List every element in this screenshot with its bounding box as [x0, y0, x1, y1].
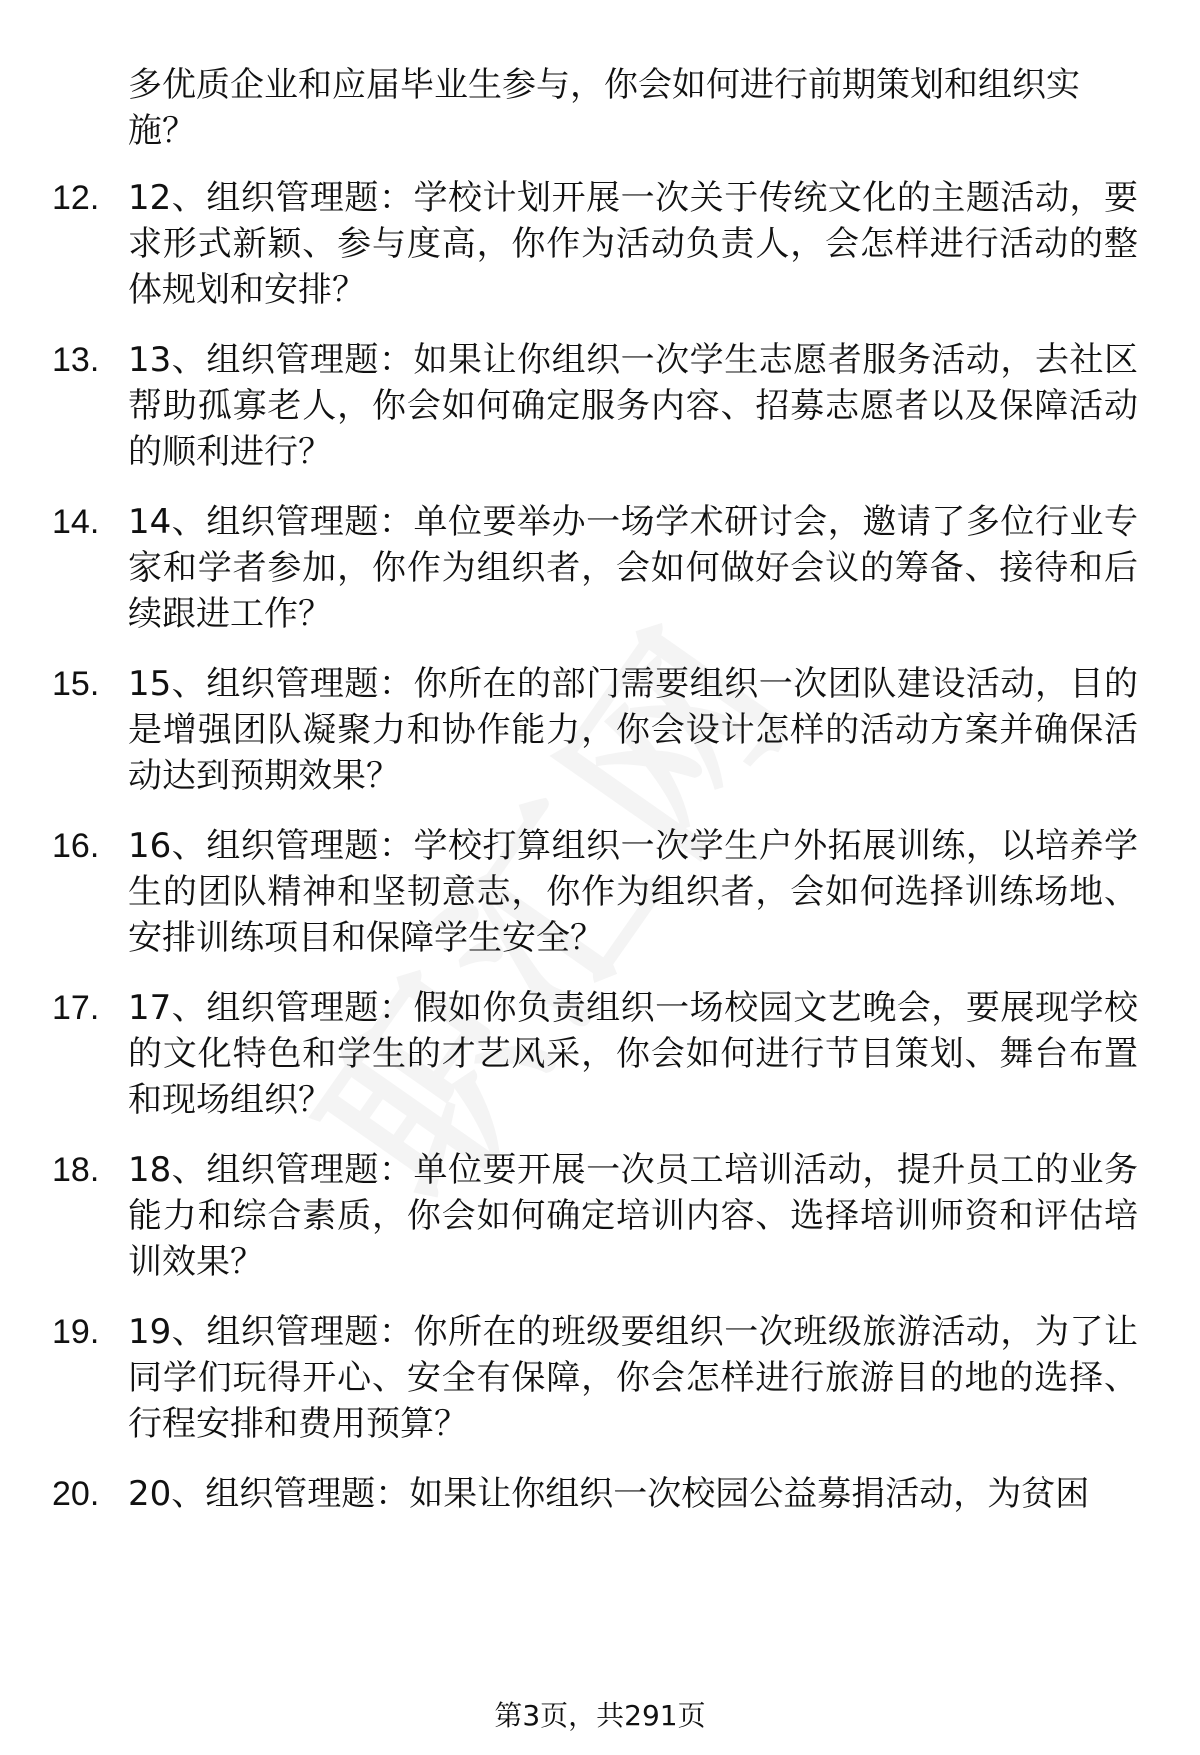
item-number: 20.	[52, 1475, 100, 1513]
item-number: 14.	[52, 503, 100, 541]
item-number: 12.	[52, 179, 100, 217]
item-text: 20、组织管理题：如果让你组织一次校园公益募捐活动，为贫困	[128, 1474, 1090, 1514]
previous-item-continuation: 多优质企业和应届毕业生参与，你会如何进行前期策划和组织实施？	[128, 65, 1080, 151]
item-number: 18.	[52, 1151, 100, 1189]
item-text: 13、组织管理题：如果让你组织一次学生志愿者服务活动，去社区帮助孤寡老人，你会如何确定服务内容、招募志愿者以及保障活动的顺利进行？	[128, 340, 1138, 472]
item-text: 15、组织管理题：你所在的部门需要组织一次团队建设活动，目的是增强团队凝聚力和协作能力，你会设计怎样的活动方案并确保活动达到预期效果？	[128, 664, 1138, 796]
item-text: 12、组织管理题：学校计划开展一次关于传统文化的主题活动，要求形式新颖、参与度高，你作为活动负责人，会怎样进行活动的整体规划和安排？	[128, 178, 1138, 310]
item-number: 15.	[52, 665, 100, 703]
item-number: 13.	[52, 341, 100, 379]
page-footer: 第3页，共291页	[494, 1699, 706, 1732]
item-number: 16.	[52, 827, 100, 865]
item-text: 18、组织管理题：单位要开展一次员工培训活动，提升员工的业务能力和综合素质，你会如何确定培训内容、选择培训师资和评估培训效果？	[128, 1150, 1138, 1282]
item-number: 17.	[52, 989, 100, 1027]
item-number: 19.	[52, 1313, 100, 1351]
item-text: 14、组织管理题：单位要举办一场学术研讨会，邀请了多位行业专家和学者参加，你作为组织者，会如何做好会议的筹备、接待和后续跟进工作？	[128, 502, 1138, 634]
item-text: 16、组织管理题：学校打算组织一次学生户外拓展训练，以培养学生的团队精神和坚韧意志，你作为组织者，会如何选择训练场地、安排训练项目和保障学生安全？	[128, 826, 1138, 958]
item-text: 19、组织管理题：你所在的班级要组织一次班级旅游活动，为了让同学们玩得开心、安全有保障，你会怎样进行旅游目的地的选择、行程安排和费用预算？	[128, 1312, 1138, 1444]
item-text: 17、组织管理题：假如你负责组织一场校园文艺晚会，要展现学校的文化特色和学生的才艺风采，你会如何进行节目策划、舞台布置和现场组织？	[128, 988, 1138, 1120]
